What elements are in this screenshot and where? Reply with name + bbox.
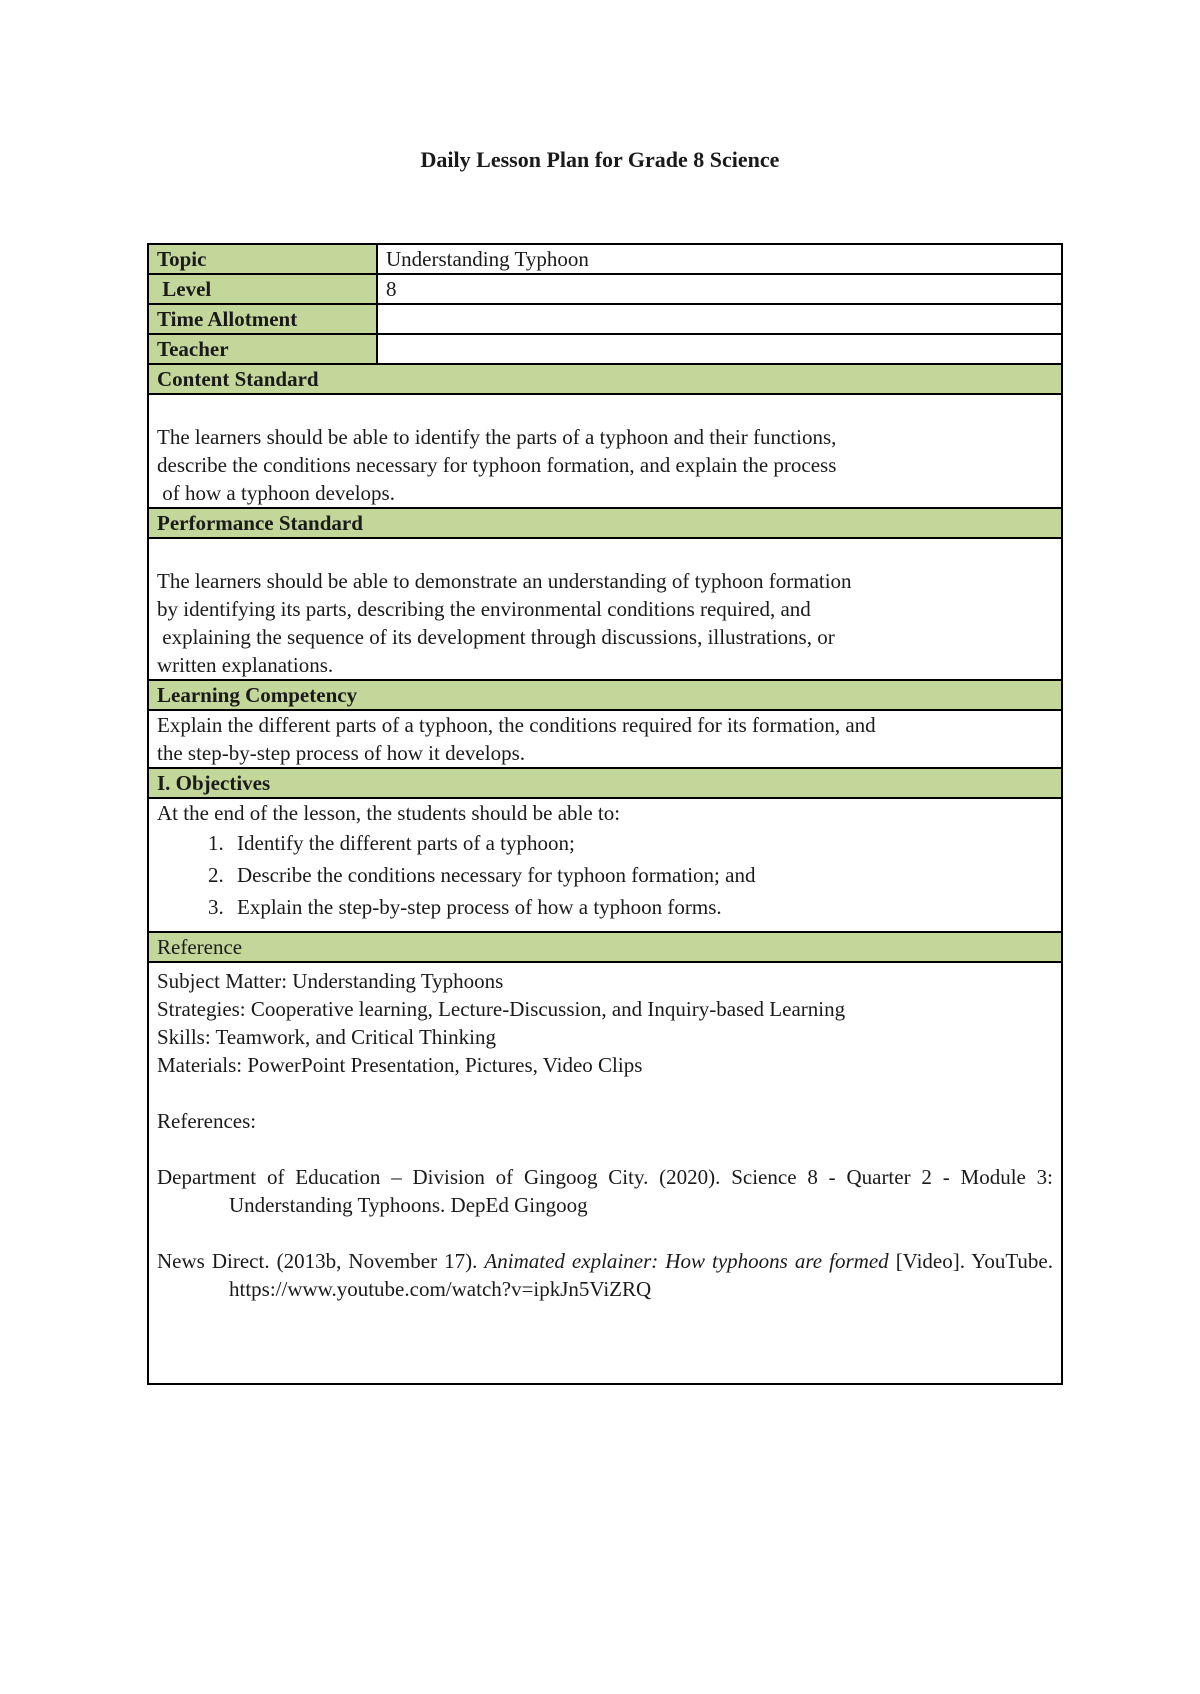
body-line: by identifying its parts, describing the environmental conditions required, and — [157, 597, 811, 621]
materials: Materials: PowerPoint Presentation, Pictures, Video Clips — [157, 1053, 643, 1077]
info-label: Teacher — [148, 334, 377, 364]
section-header-reference — [148, 932, 1062, 962]
section-body-performance-standard — [148, 538, 1062, 680]
page-title: Daily Lesson Plan for Grade 8 Science — [420, 147, 780, 172]
section-heading: I. Objectives — [148, 768, 1062, 798]
section-heading: Learning Competency — [148, 680, 1062, 710]
body-line: The learners should be able to demonstrate an understanding of typhoon formation — [157, 569, 852, 593]
skills: Skills: Teamwork, and Critical Thinking — [157, 1025, 496, 1049]
info-value: 8 — [377, 274, 1062, 304]
section-body-content-standard — [148, 394, 1062, 508]
objective-item: 2. Describe the conditions necessary for typhoon formation; and — [229, 859, 1053, 891]
subject-matter: Subject Matter: Understanding Typhoons — [157, 969, 504, 993]
section-heading: Content Standard — [148, 364, 1062, 394]
body-line: the step-by-step process of how it develops. — [157, 741, 526, 765]
section-header-performance-standard — [148, 508, 1062, 538]
references-label: References: — [157, 1109, 257, 1133]
info-value: Understanding Typhoon — [377, 244, 1062, 274]
section-body-learning-competency — [148, 710, 1062, 768]
info-label: Topic — [148, 244, 377, 274]
objectives-list — [157, 827, 1053, 923]
body-line: of how a typhoon develops. — [157, 481, 395, 505]
reference-entry: Department of Education – Division of Gingoog City. (2020). Science 8 - Quarter 2 - Module 3: Understanding Typhoons. DepEd Gingoog — [157, 1165, 1053, 1217]
section-header-content-standard — [148, 364, 1062, 394]
body-line: explaining the sequence of its development through discussions, illustrations, or — [157, 625, 835, 649]
info-value — [377, 334, 1062, 364]
objective-item: 3. Explain the step-by-step process of how a typhoon forms. — [229, 891, 1053, 923]
info-row-level — [148, 274, 1062, 304]
info-row-topic — [148, 244, 1062, 274]
info-row-time-allotment — [148, 304, 1062, 334]
section-body-reference — [148, 962, 1062, 1384]
info-label: Time Allotment — [148, 304, 377, 334]
lesson-plan-table — [147, 243, 1063, 1385]
body-line: describe the conditions necessary for typhoon formation, and explain the process — [157, 453, 837, 477]
section-header-learning-competency — [148, 680, 1062, 710]
reference-title: Animated explainer: How typhoons are formed — [484, 1249, 889, 1273]
info-label: Level — [148, 274, 377, 304]
section-body-objectives — [148, 798, 1062, 932]
section-heading: Performance Standard — [148, 508, 1062, 538]
body-line: Explain the different parts of a typhoon, the conditions required for its formation, and — [157, 713, 876, 737]
strategies: Strategies: Cooperative learning, Lecture-Discussion, and Inquiry-based Learning — [157, 997, 846, 1021]
info-value — [377, 304, 1062, 334]
body-line: written explanations. — [157, 653, 334, 677]
info-row-teacher — [148, 334, 1062, 364]
objective-item: 1. Identify the different parts of a typhoon; — [229, 827, 1053, 859]
body-line: The learners should be able to identify the parts of a typhoon and their functions, — [157, 425, 837, 449]
section-heading: Reference — [148, 932, 1062, 962]
section-header-objectives — [148, 768, 1062, 798]
objectives-intro: At the end of the lesson, the students should be able to: — [157, 801, 621, 825]
reference-entry: News Direct. (2013b, November 17). Animated explainer: How typhoons are formed [Video]. YouTube. https://www.youtube.com/watch?v=ipkJn5ViZRQ — [157, 1249, 1053, 1301]
